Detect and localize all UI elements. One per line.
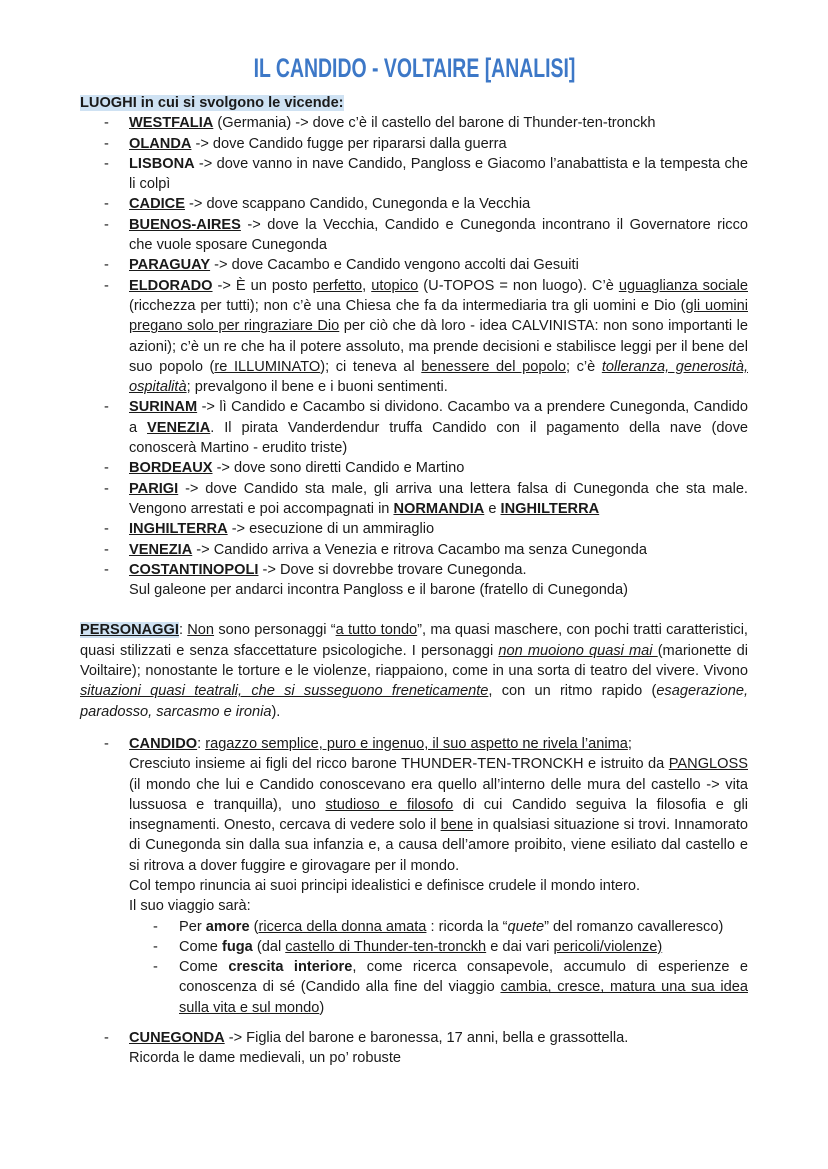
keyword-text: VENEZIA bbox=[129, 541, 193, 558]
luogo-paragraph bbox=[129, 255, 748, 275]
text-run: Il suo viaggio sarà: bbox=[129, 898, 251, 915]
text-run: benessere del popolo bbox=[421, 358, 566, 375]
text-run: (ricchezza per tutti); non c’è una Chiesa che fa da intermediaria tra gli uomini e Dio ( bbox=[129, 297, 686, 314]
list-item-luogo bbox=[80, 397, 748, 458]
candido-paragraph bbox=[129, 734, 748, 754]
text-run: sono personaggi “ bbox=[214, 622, 336, 639]
cunegonda-paragraph bbox=[129, 1028, 748, 1048]
keyword-text: COSTANTINOPOLI bbox=[129, 561, 259, 578]
list-item-luogo bbox=[80, 519, 748, 539]
keyword-text: PARAGUAY bbox=[129, 257, 211, 274]
text-run: -> Candido arriva a Venezia e ritrova Cacambo ma senza Cunegonda bbox=[192, 541, 647, 558]
text-run: uguaglianza sociale bbox=[618, 277, 748, 294]
candido-paragraph bbox=[129, 754, 748, 876]
text-run: di cui Candido seguiva la filosofia e gli insegnamenti. Onesto, cercava di vedere solo il bbox=[129, 796, 748, 834]
keyword-text: PARIGI bbox=[129, 480, 179, 497]
luogo-paragraph bbox=[129, 276, 748, 398]
luogo-paragraph bbox=[129, 134, 748, 154]
text-run: Come bbox=[179, 938, 222, 955]
text-run: perfetto bbox=[312, 277, 363, 294]
keyword-text: PERSONAGGI bbox=[80, 622, 179, 639]
text-run: -> dove Candido fugge per ripararsi dalla guerra bbox=[191, 135, 507, 152]
text-run: -> esecuzione di un ammiraglio bbox=[227, 521, 435, 538]
text-run: utopico bbox=[371, 277, 419, 294]
luogo-paragraph bbox=[129, 397, 748, 458]
luoghi-heading bbox=[80, 93, 748, 113]
keyword-text: crescita interiore bbox=[228, 959, 353, 976]
luogo-paragraph bbox=[129, 479, 748, 520]
text-run: , con un ritmo rapido ( bbox=[488, 683, 657, 700]
keyword-text: fuga bbox=[221, 938, 253, 955]
luogo-paragraph bbox=[129, 215, 748, 256]
list-item-luogo bbox=[80, 113, 748, 133]
luogo-paragraph bbox=[129, 113, 748, 133]
text-run: ) bbox=[319, 999, 325, 1016]
text-run: : bbox=[178, 622, 188, 639]
text-run: ” del romanzo cavalleresco) bbox=[544, 918, 724, 935]
text-run: Non bbox=[187, 622, 215, 639]
text-run: esagerazione, paradosso, sarcasmo e ironia bbox=[80, 683, 748, 720]
text-run: tolleranza, generosità, ospitalità bbox=[129, 358, 748, 396]
text-run: situazioni quasi teatrali, che si susseguono freneticamente bbox=[80, 683, 489, 700]
text-run: , come ricerca consapevole, accumulo di esperienze e conoscenza di sé (Candido alla fine del viaggio bbox=[179, 959, 748, 996]
list-item-luogo bbox=[80, 154, 748, 195]
text-run: . Il pirata Vanderdendur truffa Candido con il pagamento della nave (dove conoscerà Martino - erudito triste) bbox=[129, 419, 748, 457]
luogo-paragraph bbox=[129, 540, 748, 560]
character-cunegonda bbox=[80, 1028, 748, 1069]
luogo-paragraph bbox=[129, 194, 748, 214]
personaggi-list-2 bbox=[80, 1028, 748, 1069]
list-item-luogo bbox=[80, 458, 748, 478]
luogo-paragraph bbox=[129, 154, 748, 195]
text-run: Ricorda le dame medievali, un po’ robuste bbox=[129, 1050, 402, 1067]
document-body bbox=[80, 93, 748, 1069]
text-run: ricerca della donna amata bbox=[258, 918, 427, 935]
text-run: a tutto tondo bbox=[335, 622, 418, 639]
keyword-text: BUENOS-AIRES bbox=[129, 216, 241, 233]
candido-paragraph bbox=[129, 876, 748, 896]
list-item-luogo bbox=[80, 215, 748, 256]
list-item-luogo bbox=[80, 560, 748, 601]
text-run: studioso e filosofo bbox=[325, 796, 454, 813]
text-run: : bbox=[197, 735, 206, 752]
text-run: castello di Thunder-ten-tronckh bbox=[285, 938, 487, 955]
text-run: ; prevalgono il bene e i buoni sentimenti. bbox=[186, 379, 448, 396]
keyword-text: LISBONA bbox=[129, 155, 195, 172]
text-run: -> Dove si dovrebbe trovare Cunegonda. bbox=[258, 561, 527, 578]
viaggio-list bbox=[129, 917, 748, 1018]
luogo-paragraph bbox=[129, 560, 748, 580]
text-run: in qualsiasi situazione si trovi. Innamorato di Cunegonda sin dalla sua infanzia e, a causa dell’amore proibito, viene esiliato dal castello e si ritrova a dover fuggire e girovagare per il mondo. bbox=[129, 817, 749, 874]
text-run: (marionette di Voiltaire); nonostante le torture e le violenze, riappaiono, come in una sorta di teatro del vivere. Vivono bbox=[80, 642, 748, 680]
text-run: ). bbox=[271, 703, 281, 720]
text-run: e dai vari bbox=[486, 938, 554, 955]
personaggi-intro bbox=[80, 620, 748, 721]
character-candido bbox=[80, 734, 748, 1018]
text-run: ( bbox=[249, 918, 259, 935]
keyword-text: CUNEGONDA bbox=[129, 1030, 225, 1047]
text-run: per ciò che dà loro - idea CALVINISTA: non sono importanti le azioni); c’è un re che ha il potere assoluto, ma prende decisioni e stabilisce leggi per il bene del suo popolo ( bbox=[129, 318, 748, 375]
list-item-luogo bbox=[80, 134, 748, 154]
text-run: (dal bbox=[252, 938, 286, 955]
cunegonda-description bbox=[129, 1028, 748, 1069]
list-item-luogo bbox=[80, 276, 748, 398]
candido-description bbox=[129, 734, 748, 917]
text-run: -> lì Candido e Cacambo si dividono. Cacambo va a prendere Cunegonda, Candido a bbox=[129, 399, 748, 436]
text-run: -> Figlia del barone e baronessa, 17 anni, bella e grassottella. bbox=[224, 1030, 629, 1047]
text-run: -> È un posto bbox=[212, 277, 313, 294]
text-run: -> dove scappano Candido, Cunegonda e la Vecchia bbox=[184, 196, 531, 213]
text-run: -> dove Candido sta male, gli arriva una lettera falsa di Cunegonda che sta male. Vengono arrestati e poi accompagnati in bbox=[129, 480, 748, 517]
text-run: -> dove sono diretti Candido e Martino bbox=[212, 460, 465, 477]
candido-paragraph bbox=[129, 896, 748, 916]
luoghi-list bbox=[80, 113, 748, 600]
text-run: , bbox=[362, 277, 372, 294]
cunegonda-paragraph bbox=[129, 1048, 748, 1068]
keyword-text: INGHILTERRA bbox=[500, 500, 600, 517]
text-run: ); ci teneva al bbox=[320, 358, 422, 375]
document-title bbox=[0, 52, 828, 84]
text-run: -> dove vanno in nave Candido, Pangloss e Giacomo l’anabattista e la tempesta che li colpì bbox=[129, 155, 748, 193]
text-run: PANGLOSS bbox=[668, 756, 748, 773]
text-run: (Germania) -> dove c’è il castello del barone di Thunder-ten-tronckh bbox=[213, 115, 656, 132]
list-item-luogo bbox=[80, 479, 748, 520]
viaggio-item bbox=[129, 937, 748, 957]
text-run: ragazzo semplice, puro e ingenuo, il suo aspetto ne rivela l’anima bbox=[205, 735, 628, 752]
keyword-text: VENEZIA bbox=[147, 419, 211, 436]
keyword-text: CADICE bbox=[129, 196, 185, 213]
keyword-text: OLANDA bbox=[129, 135, 192, 152]
keyword-text: LUOGHI in cui si svolgono le vicende: bbox=[80, 95, 344, 111]
text-run: Come bbox=[179, 959, 229, 976]
keyword-text: CANDIDO bbox=[129, 735, 198, 752]
luogo-paragraph bbox=[129, 580, 748, 600]
luogo-paragraph bbox=[129, 458, 748, 478]
list-item-luogo bbox=[80, 540, 748, 560]
luogo-paragraph bbox=[129, 519, 748, 539]
text-run: ; bbox=[627, 735, 632, 752]
text-run: Per bbox=[179, 918, 206, 935]
text-run: re ILLUMINATO bbox=[214, 358, 321, 375]
list-item-luogo bbox=[80, 255, 748, 275]
text-run: -> dove Cacambo e Candido vengono accolti dai Gesuiti bbox=[210, 257, 579, 274]
keyword-text: NORMANDIA bbox=[393, 500, 485, 517]
text-run: : ricorda la “ bbox=[426, 918, 508, 935]
text-run: (il mondo che lui e Candido conoscevano era quello all’interno delle mura del castello -> vita lussuosa e tranquilla), uno bbox=[129, 776, 748, 813]
keyword-text: ELDORADO bbox=[129, 277, 213, 294]
text-run: non muoiono quasi mai bbox=[498, 642, 658, 659]
title-text: IL CANDIDO - VOLTAIRE [ANALISI] bbox=[253, 53, 575, 83]
text-run: Col tempo rinuncia ai suoi principi idealistici e definisce crudele il mondo intero. bbox=[129, 877, 641, 894]
text-run: -> dove la Vecchia, Candido e Cunegonda incontrano il Governatore ricco che vuole sposare Cunegonda bbox=[129, 216, 748, 254]
text-run: pericoli/violenze) bbox=[553, 938, 663, 955]
keyword-text: SURINAM bbox=[129, 399, 198, 416]
text-run: quete bbox=[507, 918, 545, 935]
text-run: bene bbox=[440, 817, 474, 834]
text-run: ; c’è bbox=[565, 358, 602, 375]
keyword-text: amore bbox=[205, 918, 250, 935]
text-run: gli uomini pregano solo per ringraziare Dio bbox=[129, 297, 748, 335]
text-run: Cresciuto insieme ai figli del ricco barone THUNDER-TEN-TRONCKH e istruito da bbox=[129, 756, 669, 773]
text-run: (U-TOPOS = non luogo). C’è bbox=[418, 277, 619, 294]
text-run: ”, ma quasi maschere, con pochi tratti caratteristici, quasi stilizzati e senza sfaccettature psicologiche. I personaggi bbox=[80, 622, 748, 659]
keyword-text: BORDEAUX bbox=[129, 460, 213, 477]
text-run: cambia, cresce, matura una sua idea sulla vita e sul mondo bbox=[179, 979, 748, 1016]
list-item-luogo bbox=[80, 194, 748, 214]
viaggio-item bbox=[129, 917, 748, 937]
viaggio-item bbox=[129, 957, 748, 1018]
keyword-text: INGHILTERRA bbox=[129, 521, 228, 538]
text-run: Sul galeone per andarci incontra Pangloss e il barone (fratello di Cunegonda) bbox=[129, 582, 628, 599]
keyword-text: WESTFALIA bbox=[129, 115, 214, 132]
text-run: e bbox=[484, 500, 501, 517]
personaggi-list bbox=[80, 734, 748, 1018]
